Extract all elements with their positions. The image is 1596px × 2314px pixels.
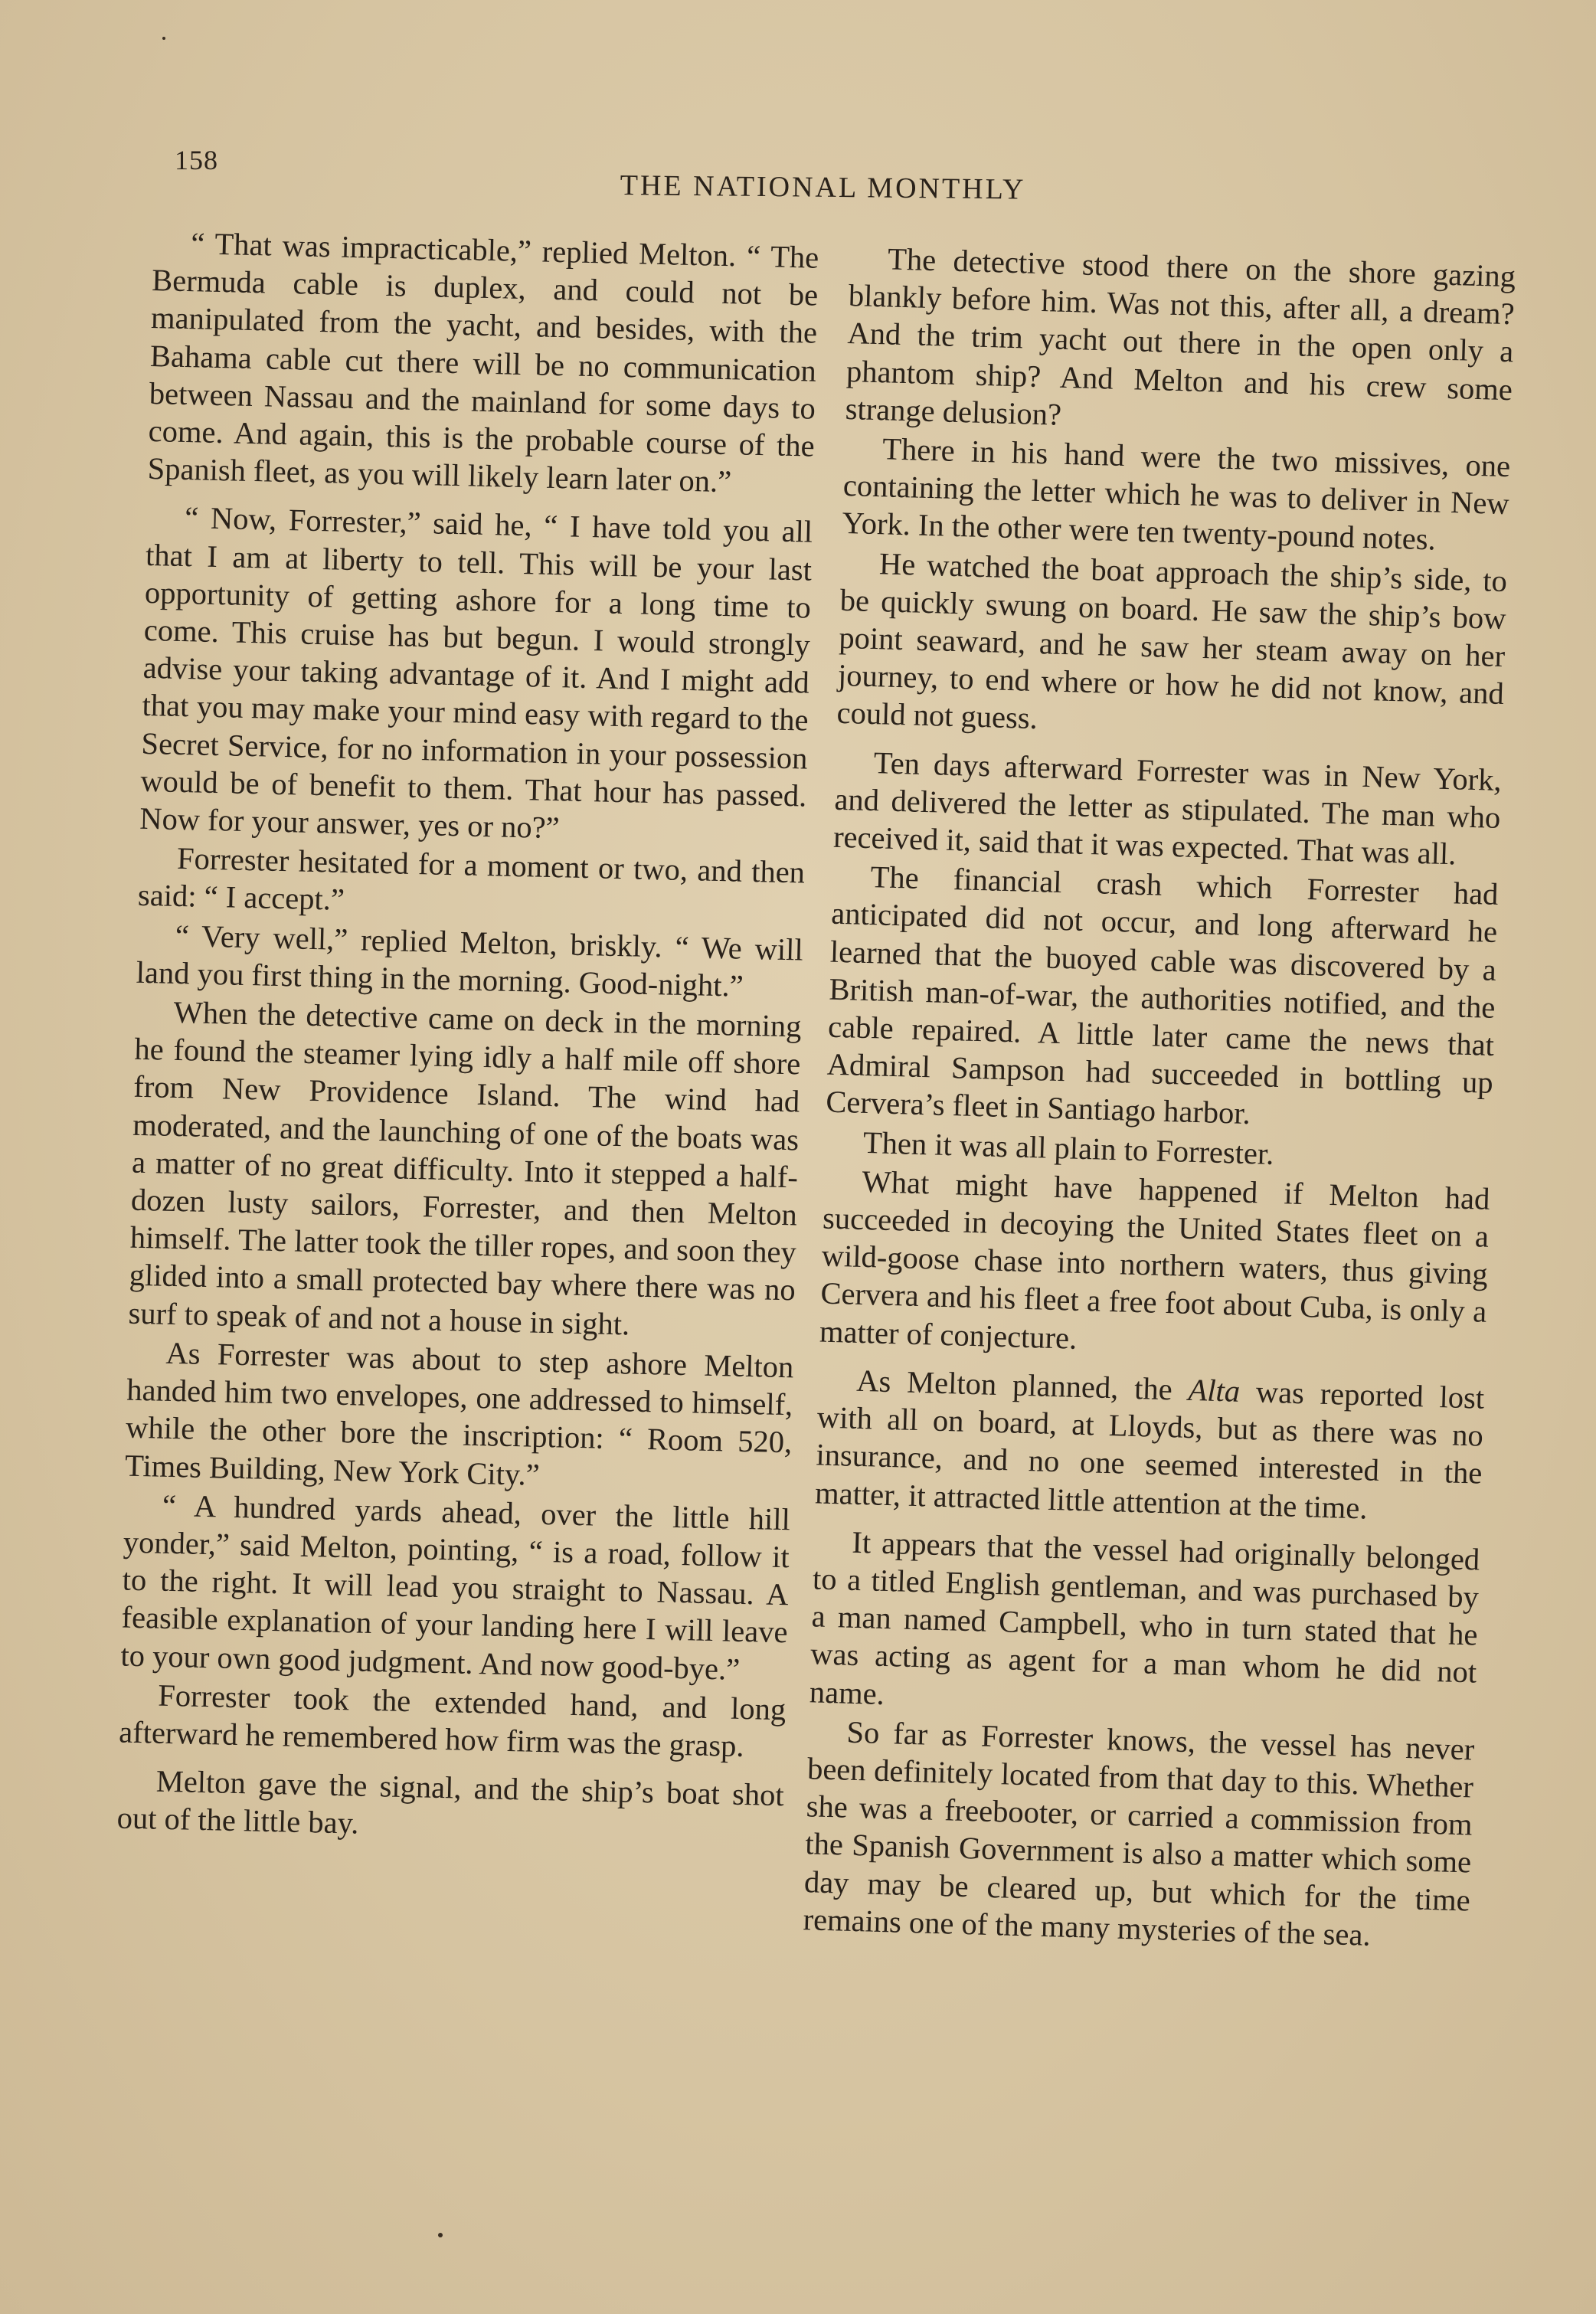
paragraph: Then it was all plain to Forrester. — [862, 1124, 1275, 1171]
paragraph-alta — [815, 1360, 1485, 1530]
page-number: 158 — [175, 145, 218, 175]
text-run: was reported lost with all on board, at Lloyds, but as there was no insurance, and no one seemed interested in the matter, it attracted little attention at the time. — [814, 1373, 1485, 1525]
paragraph: “ Now, Forrester,” said he, “ I have told you all that I am at liberty to tell. This will be your last opportunity of getting ashore for a long time to come. This cruise has but begun. I would strongly advise your taking advantage of it. And I might add that you may make your mind easy with regard to the Secret Service, for no information in your possession would be of benefit to them. That hour has passed. Now for your answer, yes or no?” — [139, 500, 813, 846]
paragraph: “ That was impracticable,” replied Melton. “ The Bermuda cable is duplex, and could not be manipulated from the yacht, and besides, with the Bahama cable cut there will be no communication between Nassau and the mainland for some days to come. And again, this is the probable course of the Spanish fleet, as you will likely learn later on.” — [147, 226, 819, 499]
ship-name: Alta — [1187, 1372, 1241, 1409]
paragraph: Forrester hesitated for a moment or two, and then said: “ I accept.” — [137, 841, 806, 918]
paragraph: It appears that the vessel had originally belonged to a titled English gentleman, and was purchased by a man named Campbell, who in turn stated that he was acting as agent for a man whom he did not name. — [809, 1524, 1480, 1711]
paragraph: The financial crash which Forrester had anticipated did not occur, and long afterward he learned that the buoyed cable was discovered by a British man-of-war, the authorities notified, and the cable repaired. A little later came the news that Admiral Sampson had succeeded in bottling up Cervera’s fleet in Santiago harbor. — [825, 859, 1500, 1131]
paragraph: “ A hundred yards ahead, over the little hill yonder,” said Melton, pointing, “ is a road, follow it to the right. It will lead you straight to Nassau. A feasible explanation of your landing here I will leave to your own good judgment. And now good-bye.” — [120, 1488, 791, 1687]
paragraph: There in his hand were the two missives, one containing the letter which he was to deliver in New York. In the other were ten twenty-pound notes. — [842, 431, 1511, 557]
paragraph: As Forrester was about to step ashore Melton handed him two envelopes, one addressed to himself, while the other bore the inscription: “ Room 520, Times Building, New York City.” — [124, 1335, 794, 1492]
text-run: As Melton planned, the — [855, 1363, 1189, 1407]
paragraph: What might have happened if Melton had succeeded in decoying the United States fleet on a wild-goose chase into northern waters, thus giving Cervera and his fleet a free foot about Cuba, is only a matter of conjecture. — [819, 1164, 1490, 1356]
left-column — [116, 224, 819, 1854]
paragraph: So far as Forrester knows, the vessel has never been definitely located from that day to this. Whether she was a freebooter, or carried a commission from the Spanish Government is also a matter which some day may be cleared up, but which for the time remains one of the many mysteries of the sea. — [803, 1714, 1475, 1952]
paragraph: The detective stood there on the shore gazing blankly before him. Was not this, after all, a dream? And the trim yacht out there in the open only a phantom ship? And Melton and his crew some strange delusion? — [845, 241, 1516, 432]
paragraph: Melton gave the signal, and the ship’s boat shot out of the little bay. — [116, 1763, 785, 1841]
paper-speck — [162, 37, 165, 40]
right-column — [803, 239, 1516, 1958]
paragraph: He watched the boat approach the ship’s side, to be quickly swung on board. He saw the ship’s bow point seaward, and he saw her steam away on her journey, to end where or how he did not know, and could not guess. — [836, 545, 1508, 736]
paragraph: Forrester took the extended hand, and long afterward he remembered how firm was the grasp. — [118, 1677, 787, 1763]
paper-speck — [438, 2233, 443, 2237]
paragraph: When the detective came on deck in the morning he found the steamer lying idly a half mile off shore from New Providence Island. The wind had moderated, and the launching of one of the boats was a matter of no great difficulty. Into it stepped a half-dozen lusty sailors, Forrester, and then Melton himself. The latter took the tiller ropes, and soon they glided into a small protected bay where there was no surf to speak of and not a house in sight. — [128, 994, 802, 1342]
paragraph: “ Very well,” replied Melton, briskly. “ We will land you first thing in the morning. Good-night.” — [136, 918, 804, 1003]
paragraph: Ten days afterward Forrester was in New York, and delivered the letter as stipulated. The man who received it, said that it was expected. That was all. — [832, 745, 1503, 872]
running-title: THE NATIONAL MONTHLY — [620, 169, 1026, 206]
